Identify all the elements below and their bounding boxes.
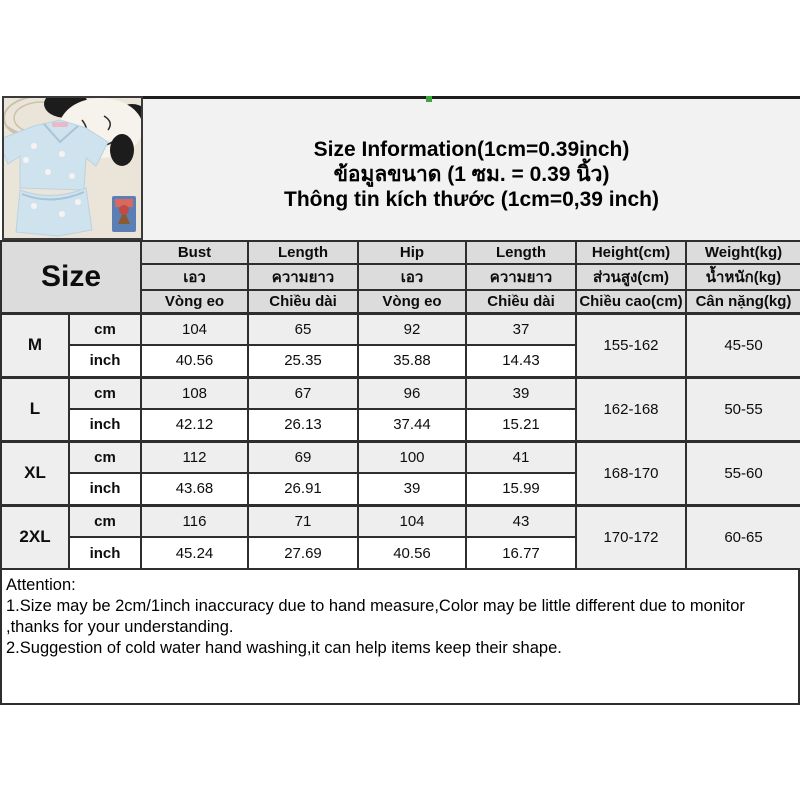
cell-2xl-bust-cm: 116 [141, 505, 248, 537]
pajama-shorts-icon [16, 188, 92, 236]
size-info-title-block [143, 96, 800, 240]
unit-label-cm: cm [69, 377, 141, 409]
cell-2xl-hip-inch: 40.56 [358, 537, 466, 569]
cell-m-length2-inch: 14.43 [466, 345, 576, 377]
cell-m-bust-cm: 104 [141, 313, 248, 345]
size-chart-table [0, 240, 800, 570]
corner-size-label: Size [1, 241, 141, 313]
cell-l-length2-cm: 39 [466, 377, 576, 409]
hero-band [0, 96, 800, 240]
cell-2xl-length1-inch: 27.69 [248, 537, 358, 569]
cell-l-length2-inch: 15.21 [466, 409, 576, 441]
unit-label-cm: cm [69, 441, 141, 473]
cell-2xl-bust-inch: 45.24 [141, 537, 248, 569]
cell-xl-length1-cm: 69 [248, 441, 358, 473]
cell-xl-bust-inch: 43.68 [141, 473, 248, 505]
cell-xl-height: 168-170 [576, 441, 686, 505]
col-header-length1-th: ความยาว [248, 264, 358, 290]
page-title-th: ข้อมูลขนาด (1 ซม. = 0.39 นิ้ว) [333, 163, 610, 186]
cell-2xl-hip-cm: 104 [358, 505, 466, 537]
col-header-bust-en: Bust [141, 241, 248, 264]
green-artifact-dot [426, 96, 432, 102]
attention-notes [0, 570, 800, 705]
cell-l-bust-inch: 42.12 [141, 409, 248, 441]
col-header-hip-en: Hip [358, 241, 466, 264]
unit-label-inch: inch [69, 537, 141, 569]
cell-m-weight: 45-50 [686, 313, 800, 377]
attention-note-2: 2.Suggestion of cold water hand washing,it can help items keep their shape. [6, 639, 562, 657]
cell-l-height: 162-168 [576, 377, 686, 441]
cell-m-bust-inch: 40.56 [141, 345, 248, 377]
row-l-cm [1, 377, 800, 409]
cell-2xl-weight: 60-65 [686, 505, 800, 569]
col-header-weight-en: Weight(kg) [686, 241, 800, 264]
cell-m-length1-cm: 65 [248, 313, 358, 345]
unit-label-cm: cm [69, 313, 141, 345]
size-label-2xl: 2XL [1, 505, 69, 569]
col-header-hip-vi: Vòng eo [358, 290, 466, 313]
product-photo [2, 96, 143, 240]
col-header-height-th: ส่วนสูง(cm) [576, 264, 686, 290]
header-row-en [1, 241, 800, 264]
col-header-length2-vi: Chiều dài [466, 290, 576, 313]
book-icon [112, 196, 136, 232]
col-header-height-vi: Chiều cao(cm) [576, 290, 686, 313]
page-title-vi: Thông tin kích thước (1cm=0,39 inch) [284, 188, 659, 211]
col-header-weight-th: น้ำหนัก(kg) [686, 264, 800, 290]
attention-note-1: 1.Size may be 2cm/1inch inaccuracy due to hand measure,Color may be little different due to monitor ,thanks for your understanding. [6, 597, 745, 636]
size-label-l: L [1, 377, 69, 441]
cell-2xl-length1-cm: 71 [248, 505, 358, 537]
cell-m-height: 155-162 [576, 313, 686, 377]
cell-l-hip-cm: 96 [358, 377, 466, 409]
col-header-length1-en: Length [248, 241, 358, 264]
cell-m-length1-inch: 25.35 [248, 345, 358, 377]
product-photo-illustration [4, 98, 141, 238]
cell-l-weight: 50-55 [686, 377, 800, 441]
unit-label-cm: cm [69, 505, 141, 537]
size-label-m: M [1, 313, 69, 377]
cell-xl-length2-inch: 15.99 [466, 473, 576, 505]
cell-xl-hip-cm: 100 [358, 441, 466, 473]
cell-xl-bust-cm: 112 [141, 441, 248, 473]
row-m-cm [1, 313, 800, 345]
col-header-length2-th: ความยาว [466, 264, 576, 290]
cell-l-hip-inch: 37.44 [358, 409, 466, 441]
cell-2xl-height: 170-172 [576, 505, 686, 569]
col-header-length1-vi: Chiều dài [248, 290, 358, 313]
cell-xl-length1-inch: 26.91 [248, 473, 358, 505]
col-header-height-en: Height(cm) [576, 241, 686, 264]
unit-label-inch: inch [69, 473, 141, 505]
attention-heading: Attention: [6, 576, 76, 594]
row-xl-cm [1, 441, 800, 473]
cell-2xl-length2-inch: 16.77 [466, 537, 576, 569]
cell-l-length1-cm: 67 [248, 377, 358, 409]
col-header-weight-vi: Cân nặng(kg) [686, 290, 800, 313]
col-header-bust-vi: Vòng eo [141, 290, 248, 313]
col-header-length2-en: Length [466, 241, 576, 264]
cell-m-hip-inch: 35.88 [358, 345, 466, 377]
cell-m-hip-cm: 92 [358, 313, 466, 345]
cell-l-length1-inch: 26.13 [248, 409, 358, 441]
unit-label-inch: inch [69, 345, 141, 377]
top-margin [0, 0, 800, 96]
col-header-bust-th: เอว [141, 264, 248, 290]
cell-m-length2-cm: 37 [466, 313, 576, 345]
col-header-hip-th: เอว [358, 264, 466, 290]
cell-xl-weight: 55-60 [686, 441, 800, 505]
cell-xl-length2-cm: 41 [466, 441, 576, 473]
size-label-xl: XL [1, 441, 69, 505]
cell-2xl-length2-cm: 43 [466, 505, 576, 537]
cell-l-bust-cm: 108 [141, 377, 248, 409]
unit-label-inch: inch [69, 409, 141, 441]
page-title-en: Size Information(1cm=0.39inch) [313, 138, 630, 161]
row-2xl-cm [1, 505, 800, 537]
cell-xl-hip-inch: 39 [358, 473, 466, 505]
